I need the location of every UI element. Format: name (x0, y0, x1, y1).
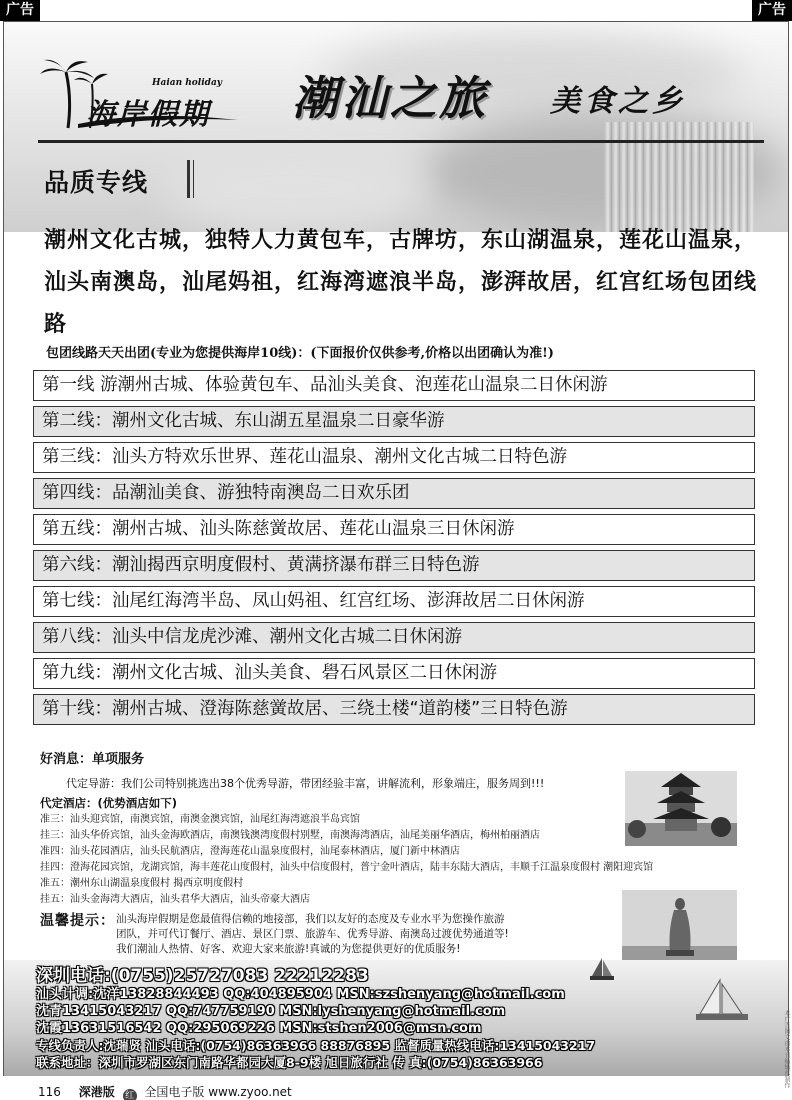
brand-name-cn: 海岸假期 (86, 97, 211, 131)
sailboat-icon (692, 978, 752, 1024)
tip-text (116, 912, 616, 957)
hotel-line: 挂五：汕头金海湾大酒店，汕头君华大酒店，汕头帝豪大酒店 (40, 894, 310, 905)
hotel-line: 准三：汕头迎宾馆，南澳宾馆，南澳金澳宾馆，汕尾红海湾遮浪半岛宾馆 (40, 814, 360, 825)
contact-row: 沈霞13631516542 QQ:295069226 MSN:stshen2006@msn.com (36, 1021, 482, 1036)
section-title-bar (187, 160, 190, 198)
brand-name-en: Haian holiday (152, 78, 223, 88)
route-item-6: 第六线：潮汕揭西京明度假村、黄满挤瀑布群三日特色游 (33, 550, 755, 581)
route-item-1: 第一线 游潮州古城、体验黄包车、品汕头美食、泡莲花山温泉二日休闲游 (33, 370, 755, 401)
site-link[interactable]: 全国电子版 www.zyoo.net (144, 1085, 292, 1099)
ad-label-right: 广告 (752, 0, 792, 21)
route-item-5: 第五线：潮州古城、汕头陈慈黉故居、莲花山温泉三日休闲游 (33, 514, 755, 545)
hotel-line: 准四：汕头花园酒店，汕头民航酒店，澄海莲花山温泉度假村，汕尾泰林酒店，厦门新中林酒店 (40, 846, 460, 857)
contact-row: 沈青13415043217 QQ:747759190 MSN:lyshenyang@hotmail.com (36, 1004, 506, 1019)
contact-row: 联系地址：深圳市罗湖区东门南路华都园大厦8-9楼 旭日旅行社 传 真:(0754)86363966 (36, 1055, 543, 1070)
page-footer (38, 1083, 292, 1100)
route-item-9: 第九线：潮州文化古城、汕头美食、礐石风景区二日休闲游 (33, 658, 755, 689)
pagoda-photo (625, 771, 737, 846)
side-note: 本广告图文由本刊编辑部制作 (783, 1010, 790, 1088)
edition-label: 深港版 (78, 1085, 115, 1099)
page-number: 116 (38, 1085, 61, 1099)
route-item-8: 第八线：汕头中信龙虎沙滩、潮州文化古城二日休闲游 (33, 622, 755, 653)
route-item-10: 第十线：潮州古城、澄海陈慈黉故居、三绕土楼“道韵楼”三日特色游 (33, 694, 755, 725)
contact-row: 专线负责人:沈瑞贤 汕头电话:(0754)86363966 88876895 监督质量热线电话:13415043217 (36, 1038, 596, 1053)
tip-label: 温馨提示： (40, 913, 115, 929)
good-news-heading: 好消息：单项服务 (40, 752, 145, 767)
statue-photo (622, 890, 737, 962)
header-divider (38, 140, 764, 143)
route-item-4: 第四线：品潮汕美食、游独特南澳岛二日欢乐团 (33, 478, 755, 509)
hotel-heading: 代定酒店：(优势酒店如下) (40, 796, 178, 810)
tip-line: 团队，并可代订餐厅、酒店、景区门票、旅游车、优秀导游、南澳岛过渡优势通道等! (116, 928, 509, 940)
route-item-3: 第三线：汕头方特欢乐世界、莲花山温泉、潮州文化古城二日特色游 (33, 442, 755, 473)
guide-service-text: 代定导游：我们公司特别挑选出38个优秀导游，带团经验丰富，讲解流利，形象端庄，服务周到!!! (66, 777, 545, 790)
tip-line: 我们潮汕人热情、好客、欢迎大家来旅游!真诚的为您提供更好的优质服务! (116, 943, 461, 955)
route-item-7: 第七线：汕尾红海湾半岛、凤山妈祖、红宫红场、澎湃故居二日休闲游 (33, 586, 755, 617)
route-item-2: 第二线：潮州文化古城、东山湖五星温泉二日豪华游 (33, 406, 755, 437)
section-title-bar-thin (193, 160, 194, 198)
route-list (33, 370, 755, 730)
tip-line: 汕头海岸假期是您最值得信赖的地接部，我们以友好的态度及专业水平为您操作旅游 (116, 913, 505, 925)
sailboat-icon (588, 956, 616, 982)
ad-label-left: 广告 (0, 0, 40, 21)
price-note: 包团线路天天出团(专业为您提供海岸10线)：(下面报价仅供参考,价格以出团确认为准!) (46, 346, 554, 361)
hotel-line: 准五：潮州东山湖温泉度假村 揭西京明度假村 (40, 878, 244, 889)
hotel-line: 挂三：汕头华侨宾馆，汕头金海欧酒店，南澳钱澳湾度假村别墅，南澳海湾酒店，汕尾美丽华酒店，梅州柏丽酒店 (40, 830, 540, 841)
page-title: 潮汕之旅 (292, 71, 488, 125)
section-title: 品质专线 (44, 168, 149, 197)
contact-row: 汕头计调:沈洋13828844493 QQ:404895904 MSN:szshenyang@hotmail.com (36, 987, 565, 1002)
page-subtitle: 美食之乡 (550, 84, 686, 119)
waterfall-image (604, 122, 754, 232)
shenzhen-phone: 深圳电话:(0755)25727083 22212283 (36, 966, 369, 986)
headline-text: 潮州文化古城，独特人力黄包车，古牌坊，东山湖温泉，莲花山温泉，汕头南澳岛，汕尾妈祖，红海湾遮浪半岛，澎湃故居，红宫红场包团线路 (44, 228, 758, 337)
edition-badge: 红 (123, 1089, 137, 1100)
hotel-line: 挂四：澄海花园宾馆，龙湖宾馆，海丰莲花山度假村，汕头中信度假村，普宁金叶酒店，陆丰东陆大酒店，丰顺千江温泉度假村 潮阳迎宾馆 (40, 862, 654, 873)
